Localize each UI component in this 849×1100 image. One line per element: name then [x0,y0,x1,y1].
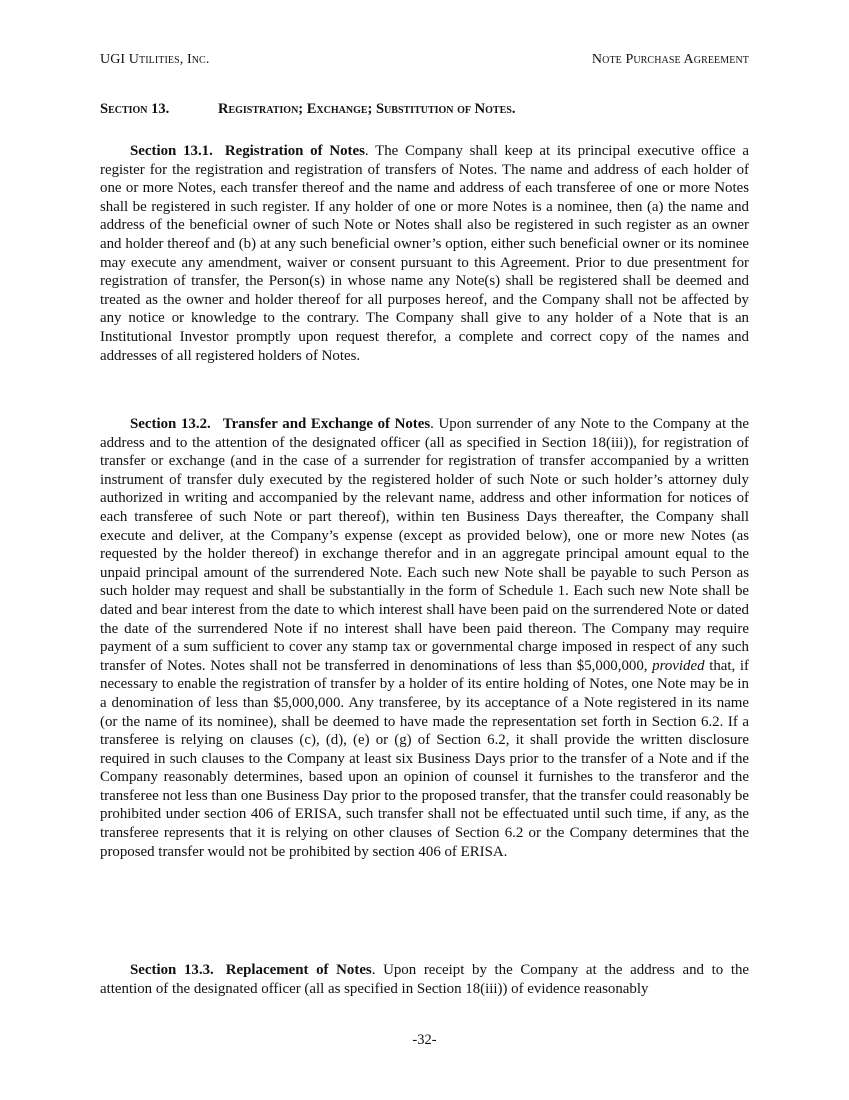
running-header [100,52,749,68]
subsection-title: Replacement of Notes [225,962,372,978]
subsection-number: Section 13.1. [130,143,213,159]
section-heading [100,101,749,118]
subsection-title: Registration of Notes [224,143,365,159]
paragraph-registration-of-notes [100,142,749,365]
subsection-number: Section 13.3. [130,962,214,978]
section-number: Section 13. [100,101,170,117]
header-document-title: Note Purchase Agreement [591,52,749,67]
subsection-title: Transfer and Exchange of Notes [222,416,431,432]
paragraph-replacement-of-notes [100,961,749,998]
paragraph-transfer-and-exchange [100,415,749,861]
subsection-number: Section 13.2. [130,416,211,432]
page-number: -32- [412,1032,437,1048]
section-title: Registration; Exchange; Substitution of Notes. [218,101,516,117]
paragraph-body: . The Company shall keep at its principal executive office a register for the registration and registration of transfers of Notes. The name and address of each holder of one or more Notes, each transfer thereof and the name and address of each transferee of one or more Notes shall be registered in such register. If any holder of one or more Notes is a nominee, then (a) the name and address of the beneficial owner of such Note or Notes shall also be registered in such register as an owner and holder thereof and (b) at any such beneficial owner’s option, either such beneficial owner or its nominee may execute any amendment, waiver or consent pursuant to this Agreement. Prior to due presentment for registration of transfer, the Person(s) in whose name any Note(s) shall be registered shall be deemed and treated as the owner and holder thereof for all purposes hereof, and the Company shall not be affected by any notice or knowledge to the contrary. The Company shall give to any holder of a Note that is an Institutional Investor promptly upon request therefor, a complete and correct copy of the names and addresses of all registered holders of Notes. [100,143,749,364]
paragraph-body: . Upon surrender of any Note to the Company at the address and to the attention of the designated officer (all as specified in Section 18(iii)), for registration of transfer or exchange (and in the case of a surrender for registration of transfer accompanied by a written instrument of transfer duly executed by the registered holder of such Note or such holder’s attorney duly authorized in writing and accompanied by the relevant name, address and other information for notices of each transferee of such Note or part thereof), within ten Business Days thereafter, the Company shall execute and deliver, at the Company’s expense (except as provided below), one or more new Notes (as requested by the holder thereof) in exchange therefor and in an aggregate principal amount equal to the unpaid principal amount of the surrendered Note. Each such new Note shall be payable to such Person as such holder may request and shall be substantially in the form of Schedule 1. Each such new Note shall be dated and bear interest from the date to which interest shall have been paid on the surrendered Note or dated the date of the surrendered Note if no interest shall have been paid thereon. The Company may require payment of a sum sufficient to cover any stamp tax or governmental charge imposed in respect of any such transfer of Notes. Notes shall not be transferred in denominations of less than $5,000,000, [100,416,750,674]
italic-term: provided [652,657,705,674]
paragraph-body: . Upon receipt by the Company at the address and to the attention of the designated officer (all as specified in Section 18(iii)) of evidence reasonably [100,962,750,997]
paragraph-body-continued: that, if necessary to enable the registration of transfer by a holder of its entire holding of Notes, one Note may be in a denomination of less than $5,000,000. Any transferee, by its acceptance of a Note registered in its name (or the name of its nominee), shall be deemed to have made the representation set forth in Section 6.2. If a transferee is relying on clauses (c), (d), (e) or (g) of Section 6.2, it shall provide the written disclosure required in such clauses to the Company at least six Business Days prior to the transfer of a Note and if the Company reasonably determines, based upon an opinion of counsel it furnishes to the transferor and the transferee not less than one Business Day prior to the proposed transfer, that the transfer could reasonably be prohibited under section 406 of ERISA, such transfer shall not be effectuated until such time, if any, as the transferee represents that it is relying on other clauses of Section 6.2 or the Company determines that the proposed transfer would not be prohibited by section 406 of ERISA. [100,657,749,860]
header-company-name: UGI Utilities, Inc. [100,52,210,67]
